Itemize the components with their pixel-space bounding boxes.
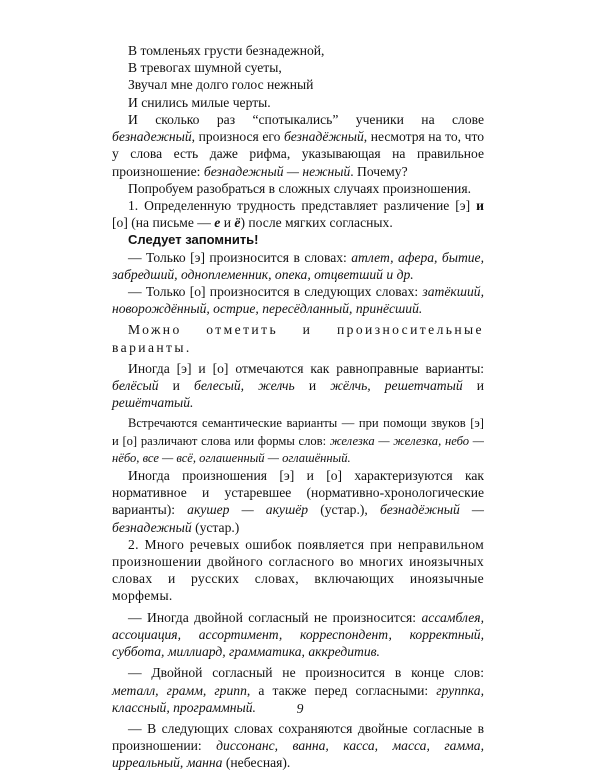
text: Иногда произношения [э] и [о] характеризуются как нормативное и устаревшее (нормативно-хронологические варианты):: [112, 468, 484, 518]
paragraph-intro: [112, 111, 484, 180]
text: и: [294, 378, 331, 394]
paragraph-chrono-variants: [112, 467, 484, 536]
text: . Почему?: [350, 163, 408, 179]
poem-line: В томленьях грусти безнадежной,: [128, 43, 325, 58]
text: , несмотря на то, что у слова есть даже рифма, указывающая на правильное произношение:: [112, 129, 484, 179]
example-word: белесый, желчь: [193, 378, 295, 394]
text: (устар.),: [308, 502, 380, 518]
text: и: [476, 198, 484, 214]
example-word: безнадежный: [112, 129, 192, 145]
poem-line: Звучал мне долго голос нежный: [128, 77, 314, 93]
text: и: [462, 378, 484, 394]
text: 1. Определенную трудность представляет различение [э]: [128, 198, 477, 214]
example-word: жёлчь, решетчатый: [330, 378, 463, 394]
text: — Иногда двойной согласный не произносится:: [128, 609, 422, 625]
paragraph-only-e: [112, 249, 484, 283]
poem-stanza: [128, 42, 488, 111]
example-letter: ё: [234, 215, 241, 231]
example-letter: е: [214, 215, 221, 231]
example-words: диссонанс, ванна, касса, масса, гамма, ирреальный, манна: [112, 738, 484, 771]
paragraph-only-o: [112, 283, 484, 317]
paragraph-not-pronounced: [112, 609, 484, 661]
example-words: ассамблея, ассоциация, ассортимент, корреспондент, корректный, суббота, миллиард, грамматика, аккредитив.: [112, 609, 484, 660]
text: , а также перед согласными:: [246, 682, 437, 698]
text: (небесная).: [222, 755, 291, 771]
paragraph-double-consonant: 2. Много речевых ошибок появляется при неправильном произношении двойного согласного во многих иноязычных словах и русских словах, включающих иноязычные морфемы.: [112, 536, 484, 604]
example-word: безнадежный — нежный: [203, 163, 351, 179]
paragraph-equal-variants: [112, 360, 484, 412]
text: ) после мягких согласных.: [240, 215, 393, 231]
text: и: [220, 215, 235, 231]
example-word: решётчатый.: [112, 395, 194, 411]
section-heading: Следует запомнить!: [128, 232, 259, 248]
text: — В следующих словах сохраняются двойные согласные в произношении:: [112, 720, 484, 754]
poem-line: В тревогах шумной суеты,: [128, 60, 282, 76]
paragraph-variants: Можно отметить и произносительные варианты.: [112, 322, 484, 355]
example-words: затёкший, новорождённый, острие, пересёдланный, принёсший.: [112, 284, 484, 317]
example-word: акушер — акушёр: [187, 502, 309, 518]
text: — Двойной согласный не произносится в конце слов:: [128, 665, 484, 681]
example-word: безнадёжный — безнадежный: [112, 502, 484, 535]
example-words: металл, грамм, грипп: [112, 682, 247, 698]
paragraph-e-o: [112, 197, 484, 231]
text: (устар.): [191, 519, 240, 535]
text: и: [158, 378, 194, 394]
text: [о] (на письме —: [112, 215, 215, 231]
example-words: группка, классный, программный.: [112, 682, 484, 715]
example-word: безнадёжный: [283, 129, 364, 145]
example-words: железка — железка, небо — нёбо, все — всё, оглашенный — оглашённый.: [112, 433, 484, 465]
page-body: [112, 111, 484, 772]
paragraph-attempt: Попробуем разобраться в сложных случаях произношения.: [128, 180, 471, 196]
poem-line: И снились милые черты.: [128, 94, 271, 110]
text: — Только [э] произносится в словах:: [128, 249, 352, 265]
text: Иногда [э] и [о] отмечаются как равноправные варианты:: [128, 360, 484, 376]
paragraph-semantic-variants: [112, 415, 484, 467]
example-words: атлет, афера, бытие, забредший, одноплеменник, опека, отцветший и др.: [112, 249, 484, 282]
text: , произнося его: [191, 129, 284, 145]
paragraph-preserved: [112, 720, 484, 772]
text: Встречаются семантические варианты — при помощи звуков [э] и [о] различают слова или формы слов:: [112, 416, 484, 448]
text: — Только [о] произносится в следующих словах:: [128, 284, 423, 300]
example-word: белёсый: [112, 378, 159, 394]
text: И сколько раз “спотыкались” ученики на слове: [128, 112, 484, 127]
page-number: 9: [296, 701, 304, 716]
